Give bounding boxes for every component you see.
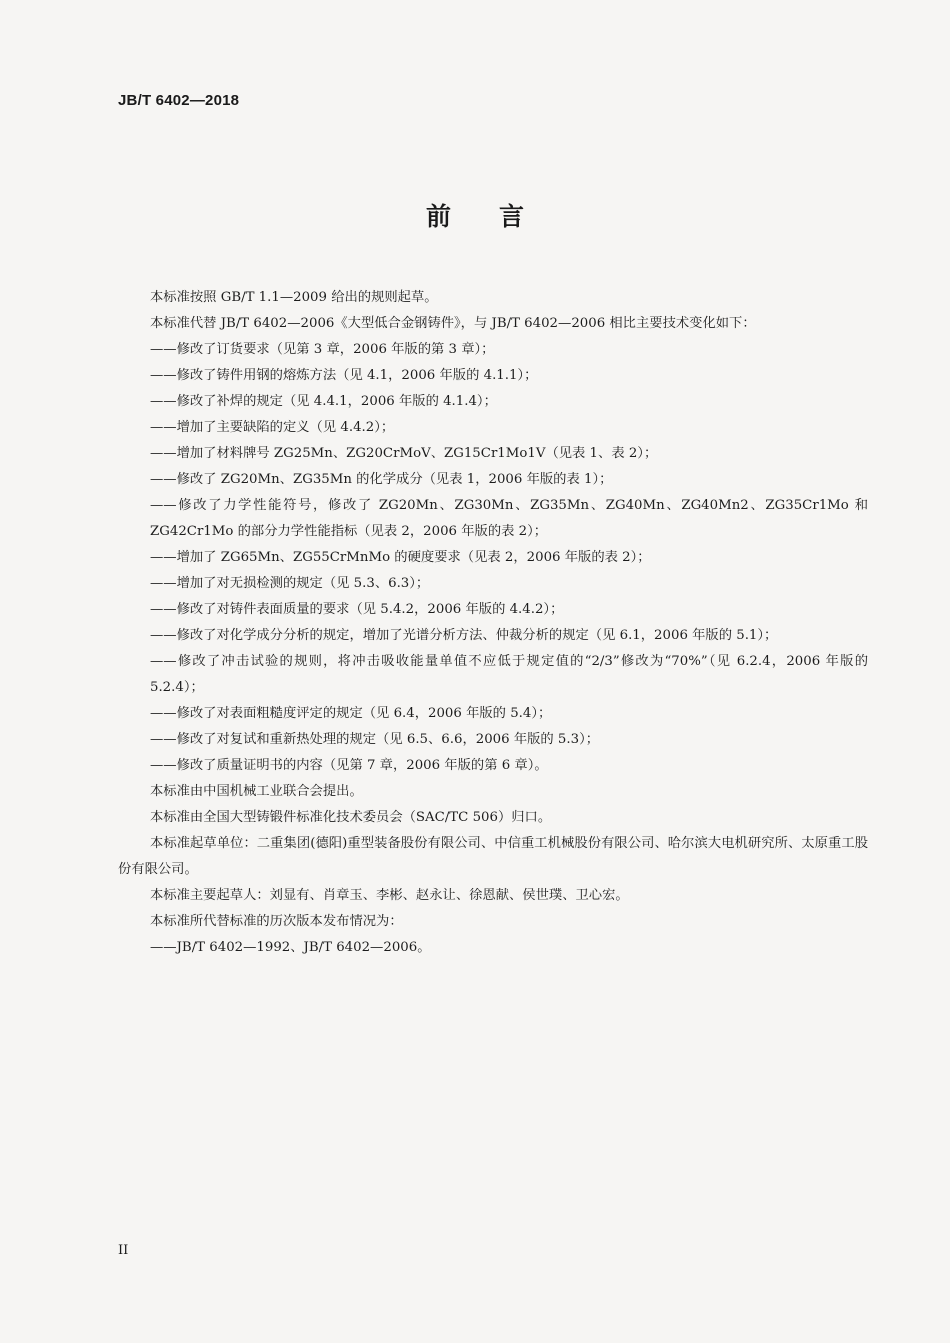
standard-code: JB/T 6402—2018 — [118, 92, 240, 109]
change-item: ——修改了冲击试验的规则，将冲击吸收能量单值不应低于规定值的“2/3”修改为“70%”（见 6.2.4，2006 年版的 5.2.4）； — [150, 654, 868, 695]
paragraph-drafting-rule: 本标准按照 GB/T 1.1—2009 给出的规则起草。 — [150, 290, 438, 305]
change-item: ——修改了订货要求（见第 3 章，2006 年版的第 3 章）； — [150, 342, 495, 357]
change-item: ——修改了质量证明书的内容（见第 7 章，2006 年版的第 6 章）。 — [150, 758, 548, 773]
change-item: ——修改了补焊的规定（见 4.4.1，2006 年版的 4.1.4）； — [150, 394, 497, 409]
history-item: ——JB/T 6402—1992、JB/T 6402—2006。 — [150, 940, 431, 955]
change-item: ——增加了对无损检测的规定（见 5.3、6.3）； — [150, 576, 430, 591]
paragraph-drafters: 本标准主要起草人：刘显有、肖章玉、李彬、赵永让、徐恩献、侯世璞、卫心宏。 — [150, 888, 629, 903]
page-number: II — [118, 1243, 129, 1258]
paragraph-replacement: 本标准代替 JB/T 6402—2006《大型低合金钢铸件》，与 JB/T 6402—2006 相比主要技术变化如下： — [150, 316, 756, 331]
change-item: ——修改了对复试和重新热处理的规定（见 6.5、6.6，2006 年版的 5.3）； — [150, 732, 600, 747]
change-item: ——增加了主要缺陷的定义（见 4.4.2）； — [150, 420, 395, 435]
page-title — [0, 197, 950, 233]
title-char-1: 前 — [425, 202, 451, 231]
foreword-body — [118, 285, 868, 961]
paragraph-drafting-units: 本标准起草单位：二重集团(德阳)重型装备股份有限公司、中信重工机械股份有限公司、哈尔滨大电机研究所、太原重工股份有限公司。 — [118, 836, 868, 877]
change-item: ——修改了力学性能符号，修改了 ZG20Mn、ZG30Mn、ZG35Mn、ZG40Mn、ZG40Mn2、ZG35Cr1Mo 和 ZG42Cr1Mo 的部分力学性能指标（见表 2，2006 年版的表 2）； — [150, 498, 868, 539]
paragraph-committee: 本标准由全国大型铸锻件标准化技术委员会（SAC/TC 506）归口。 — [150, 810, 552, 825]
title-char-2: 言 — [499, 202, 525, 231]
change-item: ——修改了对化学成分分析的规定，增加了光谱分析方法、仲裁分析的规定（见 6.1，2006 年版的 5.1）； — [150, 628, 778, 643]
change-item: ——修改了 ZG20Mn、ZG35Mn 的化学成分（见表 1，2006 年版的表 1）； — [150, 472, 613, 487]
paragraph-history-intro: 本标准所代替标准的历次版本发布情况为： — [150, 914, 403, 929]
paragraph-proposer: 本标准由中国机械工业联合会提出。 — [150, 784, 363, 799]
change-item: ——修改了对铸件表面质量的要求（见 5.4.2，2006 年版的 4.4.2）； — [150, 602, 564, 617]
change-item: ——修改了铸件用钢的熔炼方法（见 4.1，2006 年版的 4.1.1）； — [150, 368, 538, 383]
change-item: ——增加了 ZG65Mn、ZG55CrMnMo 的硬度要求（见表 2，2006 年版的表 2）； — [150, 550, 651, 565]
change-item: ——增加了材料牌号 ZG25Mn、ZG20CrMoV、ZG15Cr1Mo1V（见表 1、表 2）； — [150, 446, 658, 461]
change-item: ——修改了对表面粗糙度评定的规定（见 6.4，2006 年版的 5.4）； — [150, 706, 552, 721]
